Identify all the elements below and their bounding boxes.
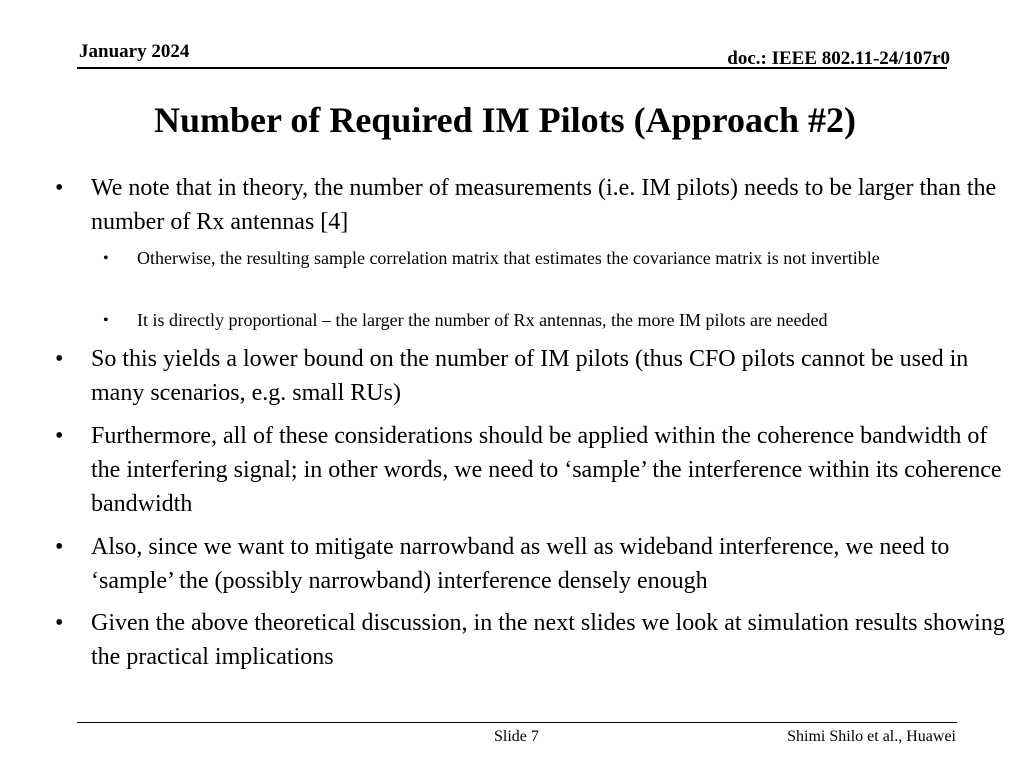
bullet-dot-icon: • xyxy=(55,175,64,201)
bullet-dot-icon: • xyxy=(55,534,64,560)
bullet-level1 xyxy=(55,419,1019,521)
slide-title: Number of Required IM Pilots (Approach #2) xyxy=(154,100,856,140)
footer-divider xyxy=(77,722,957,723)
bullet-dot-icon: • xyxy=(55,423,64,449)
bullet-text: Also, since we want to mitigate narrowband as well as wideband interference, we need to ‘sample’ the (possibly narrowband) interference densely enough xyxy=(91,534,950,594)
bullet-text: So this yields a lower bound on the number of IM pilots (thus CFO pilots cannot be used in many scenarios, e.g. small RUs) xyxy=(91,346,969,406)
bullet-text: Otherwise, the resulting sample correlation matrix that estimates the covariance matrix is not invertible xyxy=(137,248,880,268)
header-divider xyxy=(77,67,947,69)
bullet-level1 xyxy=(55,606,1019,674)
bullet-level1 xyxy=(55,342,1019,410)
bullet-text: Furthermore, all of these considerations should be applied within the coherence bandwidth of the interfering signal; in other words, we need to ‘sample’ the interference within its coherence bandwidth xyxy=(91,423,1002,517)
bullet-level2 xyxy=(103,245,1017,272)
bullet-level1 xyxy=(55,530,1019,598)
bullet-text: We note that in theory, the number of measurements (i.e. IM pilots) needs to be larger than the number of Rx antennas [4] xyxy=(91,175,997,235)
footer-slide-number: Slide 7 xyxy=(494,728,539,745)
bullet-dot-icon: • xyxy=(55,610,64,636)
footer-author: Shimi Shilo et al., Huawei xyxy=(787,728,956,745)
bullet-dot-icon: • xyxy=(103,312,109,329)
header-date: January 2024 xyxy=(79,41,190,62)
bullet-text: Given the above theoretical discussion, in the next slides we look at simulation results showing the practical implications xyxy=(91,610,1005,670)
bullet-level1 xyxy=(55,171,1019,239)
bullet-level2 xyxy=(103,307,1017,334)
bullet-text: It is directly proportional – the larger the number of Rx antennas, the more IM pilots are needed xyxy=(137,310,828,330)
bullet-dot-icon: • xyxy=(103,250,109,267)
bullet-dot-icon: • xyxy=(55,346,64,372)
header-doc-number: doc.: IEEE 802.11-24/107r0 xyxy=(727,48,950,69)
